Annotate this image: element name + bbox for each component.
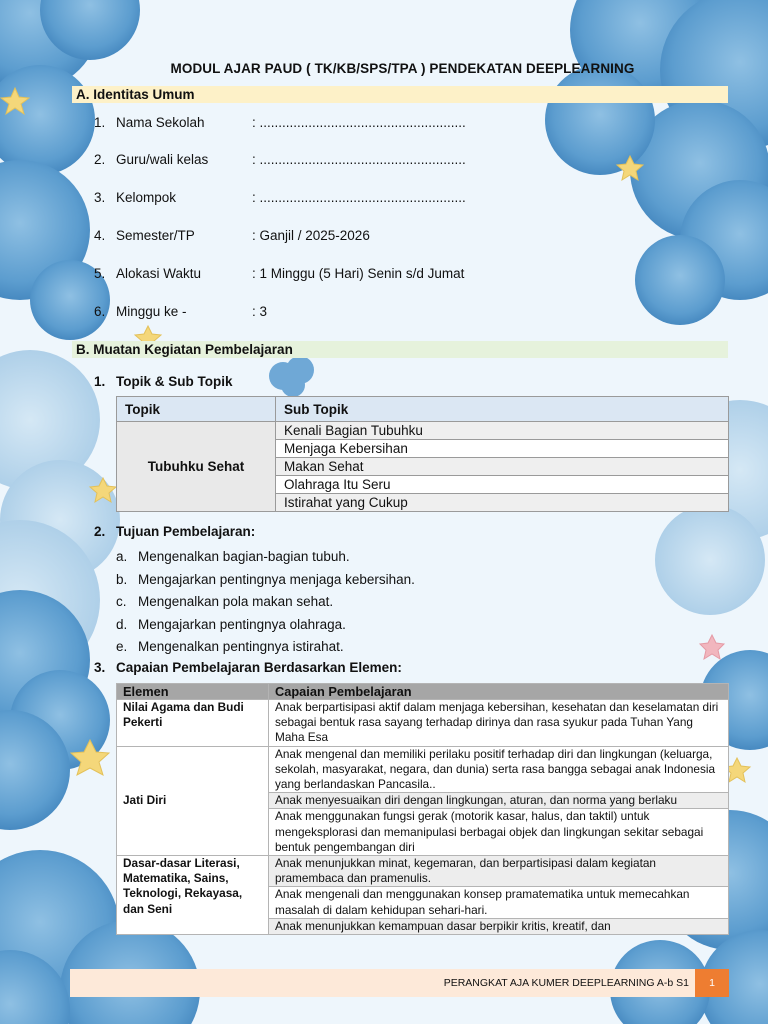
elemen-cell: Nilai Agama dan Budi Pekerti [117, 700, 269, 747]
subsection-title: Tujuan Pembelajaran: [116, 524, 256, 539]
column-header-sub-topik: Sub Topik [276, 397, 729, 422]
sub-topik-cell: Istirahat yang Cukup [276, 494, 729, 512]
table-row [117, 422, 729, 440]
subsection-title: Topik & Sub Topik [116, 374, 233, 389]
column-header-topik: Topik [117, 397, 276, 422]
list-text: Mengenalkan pentingnya istirahat. [138, 639, 344, 655]
footer-text: PERANGKAT AJA KUMER DEEPLEARNING A-b S1 [443, 977, 689, 989]
topik-heading [94, 373, 233, 390]
capaian-cell: Anak berpartisipasi aktif dalam menjaga kebersihan, kesehatan dan keselamatan diri sebagai bentuk rasa sayang terhadap dirinya dan rasa syukur pada Tuhan Yang Maha Esa [269, 700, 729, 747]
list-marker: a. [116, 549, 128, 564]
row-label: Minggu ke - [116, 304, 187, 319]
capaian-heading [94, 659, 402, 676]
table-header-row [117, 684, 729, 700]
row-number: 2. [94, 152, 106, 167]
capaian-cell: Anak mengenali dan menggunakan konsep pramatematika untuk memecahkan masalah di dalam kehidupan sehari-hari. [269, 887, 729, 918]
capaian-cell: Anak mengenal dan memiliki perilaku positif terhadap diri dan lingkungan (keluarga, sekolah, masyarakat, negara, dan dunia) serta rasa bangga sebagai anak Indonesia yang berlandaskan Pancasila.. [269, 746, 729, 793]
row-label: Alokasi Waktu [116, 266, 202, 281]
subsection-number: 1. [94, 374, 106, 389]
row-label: Nama Sekolah [116, 115, 205, 130]
list-text: Mengajarkan pentingnya olahraga. [138, 616, 346, 632]
elemen-cell: Dasar-dasar Literasi, Matematika, Sains, Teknologi, Rekayasa, dan Seni [117, 856, 269, 935]
row-value: : Ganjil / 2025-2026 [252, 228, 370, 243]
column-header-capaian: Capaian Pembelajaran [269, 684, 729, 700]
list-text: Mengenalkan pola makan sehat. [138, 594, 334, 610]
list-item [116, 569, 415, 592]
row-label: Guru/wali kelas [116, 152, 209, 167]
capaian-cell: Anak menunjukkan kemampuan dasar berpikir kritis, kreatif, dan [269, 918, 729, 934]
page-footer [70, 969, 729, 997]
list-item [116, 614, 415, 637]
list-marker: e. [116, 639, 128, 655]
list-item [116, 546, 415, 569]
list-item [116, 636, 415, 659]
row-value: : ....................................................... [252, 115, 466, 130]
table-row [117, 856, 729, 887]
row-number: 4. [94, 228, 106, 243]
row-number: 1. [94, 115, 106, 130]
tujuan-heading [94, 523, 255, 540]
sub-topik-cell: Menjaga Kebersihan [276, 440, 729, 458]
list-text: Mengajarkan pentingnya menjaga kebersihan. [138, 571, 415, 587]
row-label: Semester/TP [116, 228, 195, 243]
capaian-table [116, 683, 729, 935]
page-number: 1 [695, 969, 729, 997]
table-row [117, 700, 729, 747]
row-value: : 3 [252, 304, 268, 319]
row-value: : 1 Minggu (5 Hari) Senin s/d Jumat [252, 266, 465, 281]
row-number: 6. [94, 304, 106, 319]
topik-table [116, 396, 729, 512]
column-header-elemen: Elemen [117, 684, 269, 700]
row-value: : ....................................................... [252, 152, 466, 167]
elemen-cell: Jati Diri [117, 746, 269, 855]
subsection-title: Capaian Pembelajaran Berdasarkan Elemen: [116, 660, 402, 675]
subsection-number: 3. [94, 660, 106, 675]
table-row [117, 746, 729, 793]
sub-topik-cell: Olahraga Itu Seru [276, 476, 729, 494]
table-header-row [117, 397, 729, 422]
document-title: MODUL AJAR PAUD ( TK/KB/SPS/TPA ) PENDEKATAN DEEPLEARNING [170, 61, 635, 76]
capaian-cell: Anak menunjukkan minat, kegemaran, dan berpartisipasi dalam kegiatan pramembaca dan pramenulis. [269, 856, 729, 887]
list-text: Mengenalkan bagian-bagian tubuh. [138, 549, 350, 564]
subsection-number: 2. [94, 524, 106, 539]
row-number: 3. [94, 190, 106, 205]
list-marker: c. [116, 594, 127, 610]
sub-topik-cell: Kenali Bagian Tubuhku [276, 422, 729, 440]
topik-cell: Tubuhku Sehat [117, 422, 276, 512]
capaian-cell: Anak menyesuaikan diri dengan lingkungan, aturan, dan norma yang berlaku [269, 793, 729, 809]
list-marker: d. [116, 616, 128, 632]
section-b-heading: B. Muatan Kegiatan Pembelajaran [72, 341, 728, 358]
section-a-heading: A. Identitas Umum [72, 86, 728, 103]
row-value: : ....................................................... [252, 190, 466, 205]
row-number: 5. [94, 266, 106, 281]
tujuan-list [116, 546, 415, 659]
row-label: Kelompok [116, 190, 177, 205]
capaian-cell: Anak menggunakan fungsi gerak (motorik kasar, halus, dan taktil) untuk mengeksplorasi dan memanipulasi berbagai objek dan lingkungan sekitar sebagai bentuk pengembangan diri [269, 809, 729, 856]
list-marker: b. [116, 571, 128, 587]
sub-topik-cell: Makan Sehat [276, 458, 729, 476]
list-item [116, 591, 415, 614]
